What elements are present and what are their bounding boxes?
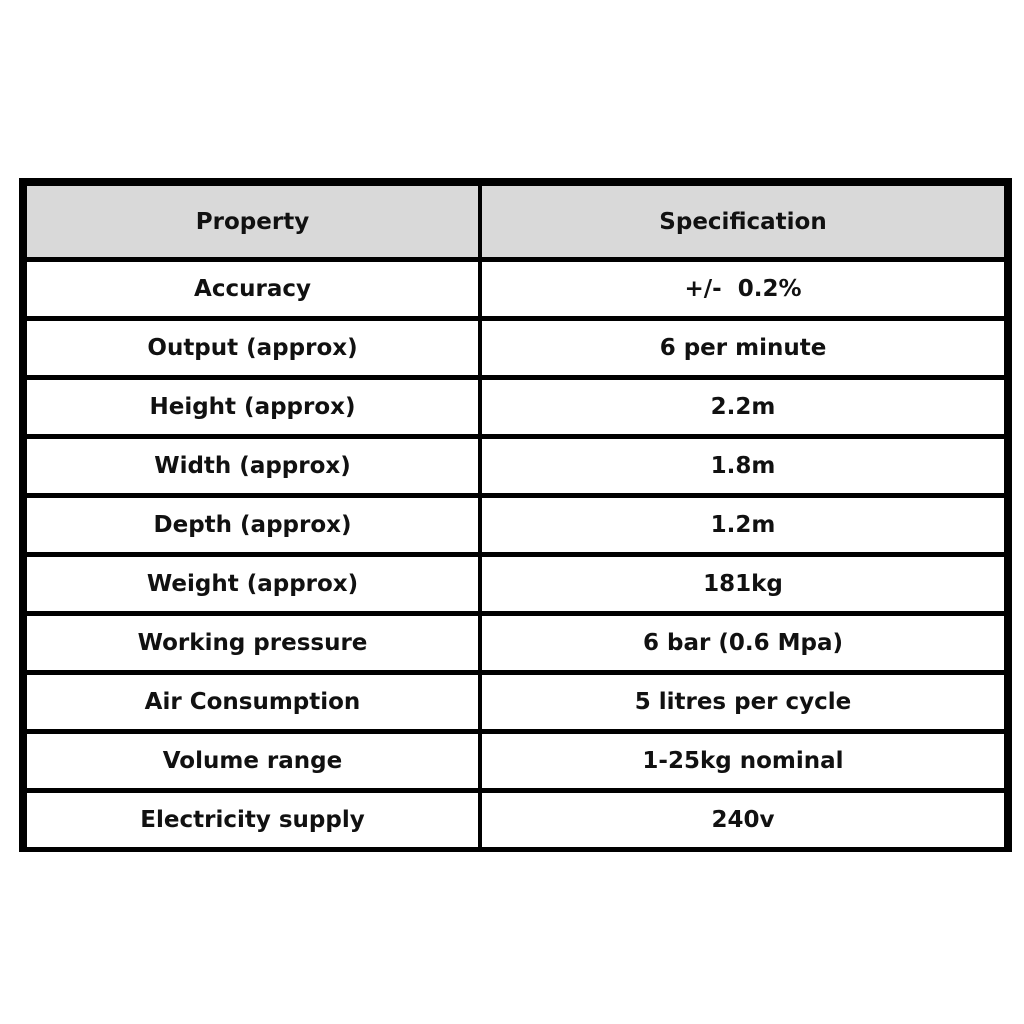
row-depth-specification: 1.2m: [482, 498, 1004, 552]
header-specification: Specification: [482, 186, 1004, 257]
row-width-specification: 1.8m: [482, 439, 1004, 493]
row-air-specification: 5 litres per cycle: [482, 675, 1004, 729]
row-accuracy-property: Accuracy: [27, 262, 478, 316]
header-property: Property: [27, 186, 478, 257]
row-pressure-specification: 6 bar (0.6 Mpa): [482, 616, 1004, 670]
row-height-property: Height (approx): [27, 380, 478, 434]
spec-table: [19, 178, 1012, 852]
row-height-specification: 2.2m: [482, 380, 1004, 434]
row-volume-property: Volume range: [27, 734, 478, 788]
row-electricity-specification: 240v: [482, 793, 1004, 847]
row-width-property: Width (approx): [27, 439, 478, 493]
row-volume-specification: 1-25kg nominal: [482, 734, 1004, 788]
row-depth-property: Depth (approx): [27, 498, 478, 552]
row-output-property: Output (approx): [27, 321, 478, 375]
row-electricity-property: Electricity supply: [27, 793, 478, 847]
row-air-property: Air Consumption: [27, 675, 478, 729]
row-weight-property: Weight (approx): [27, 557, 478, 611]
row-output-specification: 6 per minute: [482, 321, 1004, 375]
row-accuracy-specification: +/- 0.2%: [482, 262, 1004, 316]
row-pressure-property: Working pressure: [27, 616, 478, 670]
row-weight-specification: 181kg: [482, 557, 1004, 611]
